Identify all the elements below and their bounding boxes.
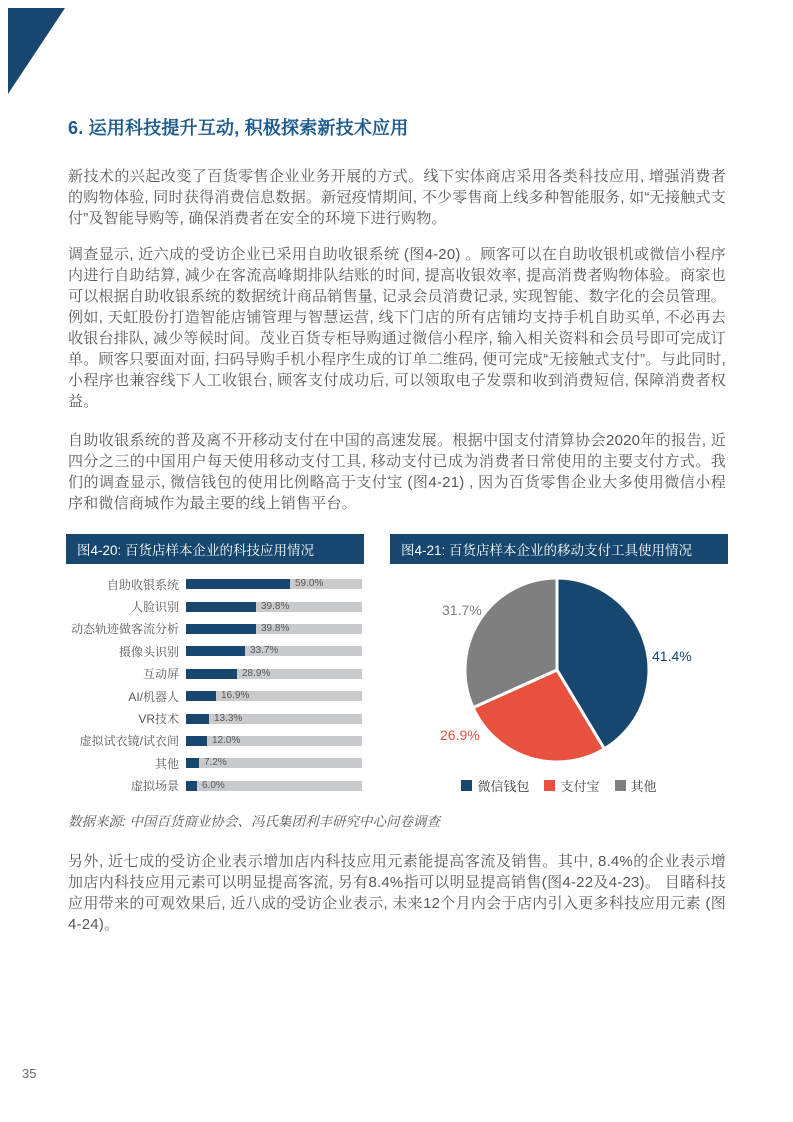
bar-value-label: 33.7% xyxy=(250,645,279,657)
bar-track xyxy=(186,624,362,634)
bar-category-label: 虚拟场景 xyxy=(130,779,179,794)
bar-row xyxy=(66,573,364,595)
bar-row xyxy=(66,752,364,774)
legend-item-wechat xyxy=(461,776,529,795)
bar-fill xyxy=(186,669,237,679)
bar-row xyxy=(66,618,364,640)
legend-label-other: 其他 xyxy=(630,779,657,794)
pie-label-other: 31.7% xyxy=(442,602,482,618)
bar-value-label: 39.8% xyxy=(261,622,290,634)
bar-track xyxy=(186,691,362,701)
body-paragraph-1: 新技术的兴起改变了百货零售企业业务开展的方式。线下实体商店采用各类科技应用, 增强消费者的购物体验, 同时获得消费信息数据。新冠疫情期间, 不少零售商上线多种智能服务, 如“无接触式支付”及智能导购等, 确保消费者在安全的环境下进行购物。 xyxy=(68,168,726,227)
bar-value-label: 59.0% xyxy=(295,578,324,590)
bar-fill xyxy=(186,624,256,634)
bar-value-label: 13.3% xyxy=(214,712,243,724)
legend-item-alipay xyxy=(544,776,599,795)
legend-swatch-wechat xyxy=(461,780,472,791)
bar-category-label: 摄像头识别 xyxy=(118,644,179,659)
bar-track xyxy=(186,669,362,679)
bar-row xyxy=(66,663,364,685)
bar-track xyxy=(186,736,362,746)
bar-row xyxy=(66,640,364,662)
legend-label-alipay: 支付宝 xyxy=(560,779,600,794)
bar-fill xyxy=(186,714,209,724)
bar-row xyxy=(66,707,364,729)
legend-label-wechat: 微信钱包 xyxy=(477,779,530,794)
bar-row xyxy=(66,595,364,617)
bar-fill xyxy=(186,646,245,656)
pie-legend xyxy=(390,776,728,795)
body-paragraph-4: 另外, 近七成的受访企业表示增加店内科技应用元素能提高客流及销售。其中, 8.4%的企业表示增加店内科技应用元素可以明显提高客流, 另有8.4%指可以明显提高销售(图4-22及4-23)。 目睹科技应用带来的可观效果后, 近八成的受访企业表示, 未来12个月内会于店内引入更多科技应用元素 (图4-24)。 xyxy=(68,853,726,933)
pie-label-wechat: 41.4% xyxy=(652,648,692,664)
bar-track xyxy=(186,602,362,612)
bar-fill xyxy=(186,691,216,701)
bar-track xyxy=(186,781,362,791)
bar-chart xyxy=(66,573,364,797)
legend-item-other xyxy=(615,776,657,795)
bar-category-label: VR技术 xyxy=(138,712,179,727)
bar-row xyxy=(66,730,364,752)
pie-chart xyxy=(390,564,728,814)
legend-swatch-alipay xyxy=(544,780,555,791)
bar-value-label: 6.0% xyxy=(202,779,225,791)
bar-track xyxy=(186,758,362,768)
bar-value-label: 28.9% xyxy=(242,667,271,679)
bar-track xyxy=(186,714,362,724)
bar-row xyxy=(66,685,364,707)
corner-triangle-decoration xyxy=(8,8,65,94)
bar-fill xyxy=(186,579,290,589)
section-heading: 6. 运用科技提升互动, 积极探索新技术应用 xyxy=(68,118,409,138)
figures-row xyxy=(66,534,728,814)
body-paragraph-2: 调查显示, 近六成的受访企业已采用自助收银系统 (图4-20) 。顾客可以在自助收银机或微信小程序内进行自助结算, 减少在客流高峰期排队结账的时间, 提高收银效率, 提高消费者购物体验。商家也可以根据自助收银系统的数据统计商品销售量, 记录会员消费记录, 实现智能、数字化的会员管理。例如, 天虹股份打造智能店铺管理与智慧运营, 线下门店的所有店铺均支持手机自助买单, 不必再去收银台排队, 减少等候时间。茂业百货专柜导购通过微信小程序, 输入相关资料和会员号即可完成订单。顾客只要面对面, 扫码导购手机小程序生成的订单二维码, 便可完成“无接触式支付”。与此同时, 小程序也兼容线下人工收银台, 顾客支付成功后, 可以领取电子发票和收到消费短信, 保障消费者权益。 xyxy=(68,246,726,410)
legend-swatch-other xyxy=(615,780,626,791)
bar-category-label: 自助收银系统 xyxy=(106,577,179,592)
bar-category-label: 人脸识别 xyxy=(130,600,179,615)
bar-value-label: 16.9% xyxy=(221,690,250,702)
figure-4-21-title: 图4-21: 百货店样本企业的移动支付工具使用情况 xyxy=(390,534,728,564)
figure-4-21 xyxy=(390,534,728,814)
bar-fill xyxy=(186,736,207,746)
figure-4-20-title: 图4-20: 百货店样本企业的科技应用情况 xyxy=(66,534,364,564)
bar-category-label: 虚拟试衣镜/试衣间 xyxy=(79,734,179,749)
figure-4-20 xyxy=(66,534,364,814)
bar-value-label: 39.8% xyxy=(261,600,290,612)
bar-fill xyxy=(186,781,197,791)
bar-fill xyxy=(186,758,199,768)
bar-row xyxy=(66,775,364,797)
pie-label-alipay: 26.9% xyxy=(440,727,480,743)
page-number: 35 xyxy=(22,1066,37,1081)
bar-track xyxy=(186,646,362,656)
pie-graphic xyxy=(457,570,657,770)
bar-category-label: 互动屏 xyxy=(142,667,179,682)
bar-category-label: 其他 xyxy=(154,756,179,771)
data-source-note: 数据来源: 中国百货商业协会、冯氏集团利丰研究中心问卷调查 xyxy=(68,814,441,829)
bar-category-label: 动态轨迹做客流分析 xyxy=(70,622,179,637)
bar-category-label: AI/机器人 xyxy=(128,689,179,704)
body-paragraph-3: 自助收银系统的普及离不开移动支付在中国的高速发展。根据中国支付清算协会2020年的报告, 近四分之三的中国用户每天使用移动支付工具, 移动支付已成为消费者日常使用的主要支付方式。我们的调查显示, 微信钱包的使用比例略高于支付宝 (图4-21) , 因为百货零售企业大多使用微信小程序和微信商城作为最主要的线上销售平台。 xyxy=(68,432,726,512)
bar-value-label: 7.2% xyxy=(204,757,227,769)
bar-track xyxy=(186,579,362,589)
bar-fill xyxy=(186,602,256,612)
bar-value-label: 12.0% xyxy=(212,734,241,746)
